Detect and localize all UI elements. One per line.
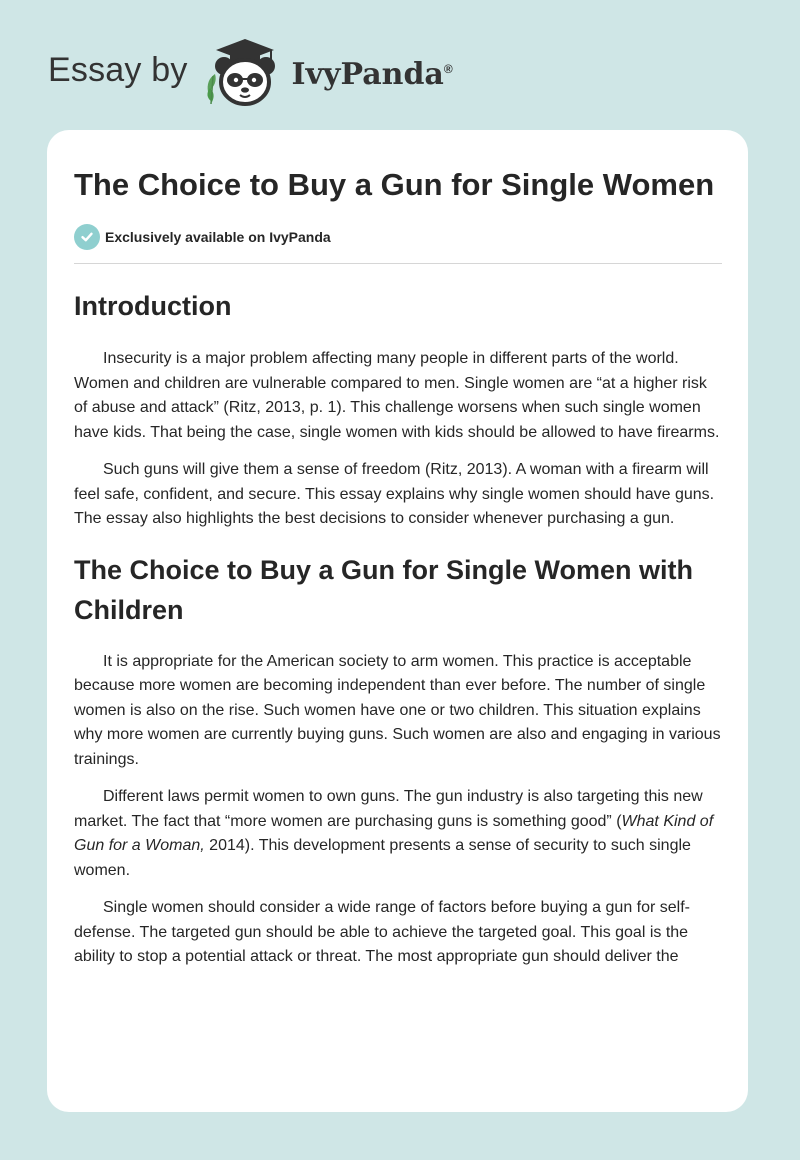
exclusive-badge <box>74 223 722 251</box>
essay-title: The Choice to Buy a Gun for Single Women <box>74 167 715 202</box>
paragraph: Insecurity is a major problem affecting many people in different parts of the world. Women and children are vulnerable compared to men. Single women are “at a higher risk of abuse and attack” (Ritz, 2013, p. 1). This challenge worsens when such single women have kids. That being the case, single women with kids should be allowed to have firearms. <box>74 350 720 441</box>
brand-prefix: Essay by <box>48 50 188 89</box>
checkmark-icon <box>74 224 100 250</box>
divider <box>74 263 722 264</box>
essay-card <box>47 130 748 1112</box>
panda-logo-icon[interactable] <box>202 36 288 108</box>
paragraph: Single women should consider a wide range of factors before buying a gun for self-defense. The targeted gun should be able to achieve the targeted goal. This goal is the ability to stop a potential attack or threat. The most appropriate gun should deliver the <box>74 899 691 965</box>
exclusive-text: Exclusively available on IvyPanda <box>105 229 331 245</box>
citation-italic: What Kind of Gun for a Woman, <box>74 812 714 854</box>
site-header <box>48 36 453 108</box>
paragraph: Such guns will give them a sense of freedom (Ritz, 2013). A woman with a firearm will feel safe, confident, and secure. This essay explains why single women should have guns. The essay also highlights the best decisions to consider whenever purchasing a gun. <box>74 461 715 527</box>
section-heading-introduction: Introduction <box>74 291 232 321</box>
paragraph: It is appropriate for the American society to arm women. This practice is acceptable because more women are becoming independent than ever before. The number of single women is also on the rise. Such women have one or two children. This situation explains why more women are currently buying guns. Such women are also and engaging in various trainings. <box>74 652 721 768</box>
brand-name[interactable]: IvyPanda® <box>291 56 453 92</box>
section-heading-choice: The Choice to Buy a Gun for Single Women with Children <box>74 554 694 625</box>
paragraph: Different laws permit women to own guns. The gun industry is also targeting this new market. The fact that “more women are purchasing guns is something good” (What Kind of Gun for a Woman, 2014). This development presents a sense of security to such single women. <box>74 788 714 879</box>
